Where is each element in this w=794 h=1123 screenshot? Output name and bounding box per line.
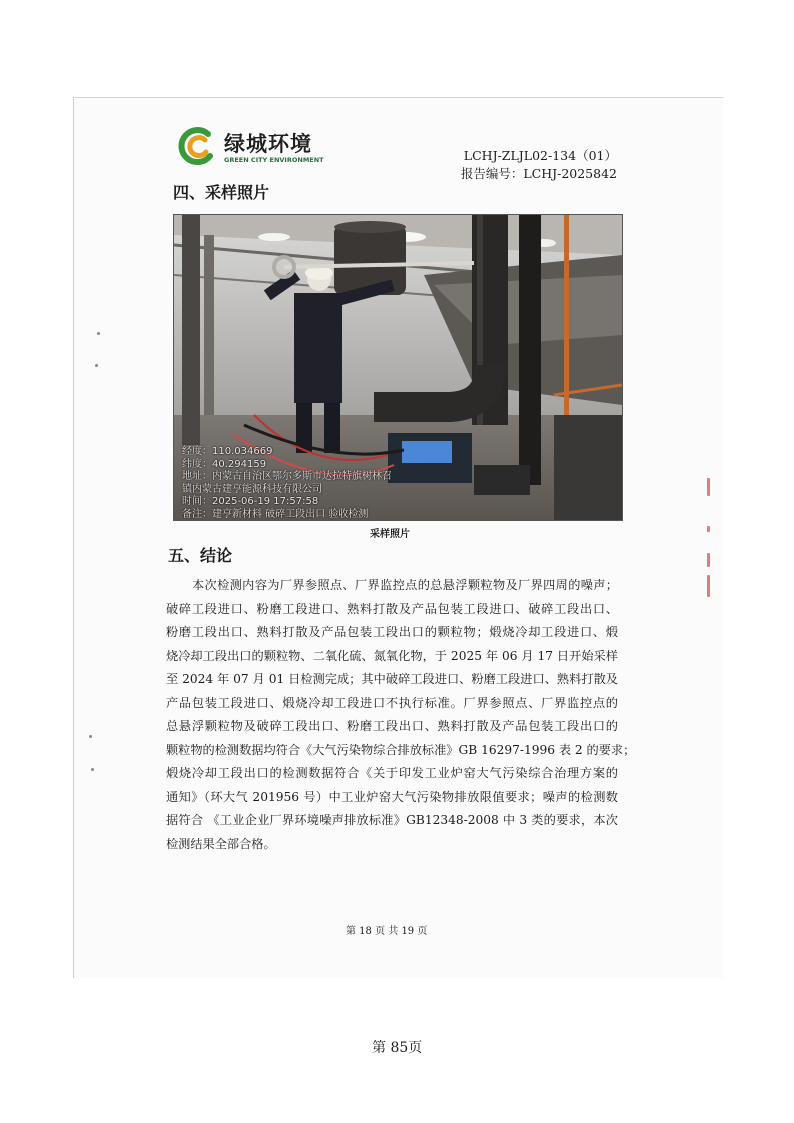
- stamp-address-2: 镇内蒙古建亨能源科技有限公司: [182, 483, 322, 495]
- scan-speck: [97, 332, 100, 335]
- stamp-remark: 备注：建亨新材料 破碎工段出口 验收检测: [182, 508, 369, 520]
- conclusion-line: 检测结果全部合格。: [166, 836, 276, 851]
- scan-speck: [89, 735, 92, 738]
- seal-edge-mark: [707, 478, 710, 496]
- conclusion-line: 破碎工段进口、粉磨工段进口、熟料打散及产品包装工段进口、破碎工段出口、: [166, 601, 618, 616]
- stamp-latitude: 纬度：40.294159: [182, 458, 267, 470]
- company-logo: [178, 126, 328, 168]
- conclusion-line: 总悬浮颗粒物及破碎工段出口、粉磨工段出口、熟料打散及产品包装工段出口的: [166, 719, 618, 733]
- scan-speck: [95, 364, 98, 367]
- sampling-photo: [173, 214, 623, 521]
- section-title-conclusion: 五、结论: [168, 546, 233, 565]
- conclusion-line: 据符合 《工业企业厂界环境噪声排放标准》GB12348-2008 中 3 类的要求，本次: [166, 813, 618, 827]
- report-number: 报告编号：LCHJ-2025842: [460, 166, 617, 181]
- scan-speck: [91, 768, 94, 771]
- conclusion-line: 煅烧冷却工段出口的检测数据符合《关于印发工业炉窑大气污染综合治理方案的: [166, 766, 618, 780]
- stamp-address-1: 地址：内蒙古自治区鄂尔多斯市达拉特旗树林召: [182, 471, 392, 482]
- document-code: LCHJ-ZLJL02-134（01）: [463, 148, 617, 163]
- outer-page-number: 第 85页: [372, 1040, 423, 1056]
- stamp-time: 时间：2025-06-19 17:57:58: [182, 496, 319, 507]
- green-city-logo-icon: [178, 126, 218, 166]
- stamp-longitude: 经度：110.034669: [182, 446, 273, 457]
- seal-edge-mark: [707, 526, 710, 532]
- conclusion-line: 通知》（环大气 201956 号）中工业炉窑大气污染物排放限值要求；噪声的检测数: [166, 789, 618, 804]
- company-name-en: GREEN CITY ENVIRONMENT: [224, 156, 324, 164]
- conclusion-line: 颗粒物的检测数据均符合《大气污染物综合排放标准》GB 16297-1996 表 2 的要求；: [166, 742, 636, 757]
- section-title-sampling-photos: 四、采样照片: [173, 183, 270, 202]
- photo-caption: 采样照片: [370, 529, 410, 540]
- inner-page-number: 第 18 页 共 19 页: [346, 926, 428, 937]
- conclusion-line: 粉磨工段出口、熟料打散及产品包装工段出口的颗粒物；煅烧冷却工段进口、煅: [166, 625, 618, 639]
- conclusion-line: 产品包装工段进口、煅烧冷却工段进口不执行标准。厂界参照点、厂界监控点的: [166, 695, 618, 710]
- conclusion-line: 本次检测内容为厂界参照点、厂界监控点的总悬浮颗粒物及厂界四周的噪声；: [192, 578, 618, 592]
- conclusion-paragraph: [166, 574, 636, 856]
- seal-edge-mark: [707, 553, 710, 567]
- conclusion-line: 至 2024 年 07 月 01 日检测完成；其中破碎工段进口、粉磨工段进口、熟料打散及: [166, 672, 618, 686]
- seal-edge-mark: [707, 575, 710, 597]
- photo-watermark-stamp: [182, 446, 392, 521]
- company-name-cn: 绿城环境: [224, 132, 312, 156]
- conclusion-line: 烧冷却工段出口的颗粒物、二氧化硫、氮氧化物，于 2025 年 06 月 17 日开始采样: [166, 648, 618, 663]
